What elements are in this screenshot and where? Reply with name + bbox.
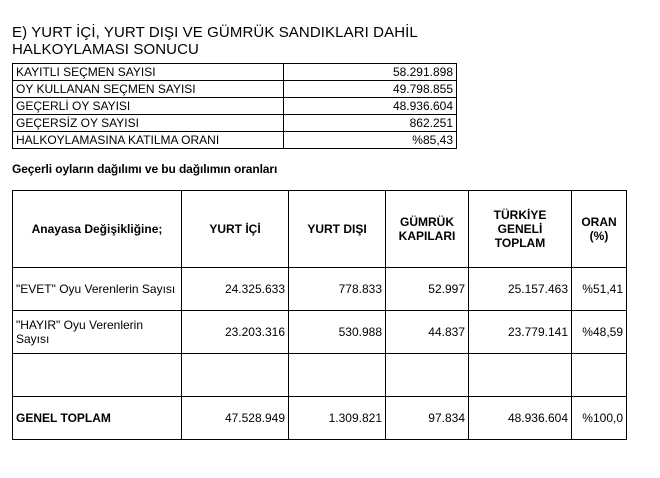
- empty-cell: [386, 354, 469, 397]
- summary-label: HALKOYLAMASINA KATILMA ORANI: [13, 132, 284, 149]
- row-label: "EVET" Oyu Verenlerin Sayısı: [13, 268, 182, 311]
- summary-value: 862.251: [284, 115, 457, 132]
- summary-label: GEÇERLİ OY SAYISI: [13, 98, 284, 115]
- cell-toplam: 25.157.463: [469, 268, 572, 311]
- total-oran: %100,0: [572, 397, 627, 440]
- summary-table: [12, 63, 457, 149]
- table-header-row: [13, 191, 627, 268]
- summary-value: 58.291.898: [284, 64, 457, 81]
- summary-row: [13, 81, 457, 98]
- header-yurt-disi-label: YURT DIŞI: [307, 222, 367, 236]
- summary-value: %85,43: [284, 132, 457, 149]
- header-gumruk-line1: GÜMRÜK: [400, 215, 454, 229]
- cell-oran: %51,41: [572, 268, 627, 311]
- header-toplam-line2: TOPLAM: [494, 236, 546, 250]
- empty-cell: [289, 354, 386, 397]
- header-toplam-line1: TÜRKİYE GENELİ: [493, 208, 547, 236]
- header-anayasa: [13, 191, 182, 268]
- total-toplam: 48.936.604: [469, 397, 572, 440]
- total-yurt-ici: 47.528.949: [182, 397, 289, 440]
- header-oran-label: ORAN (%): [581, 215, 617, 243]
- table-row-total: [13, 397, 627, 440]
- header-yurt-ici-label: YURT İÇİ: [209, 222, 261, 236]
- header-gumruk-line2: KAPILARI: [398, 229, 456, 243]
- cell-yurt-ici: 23.203.316: [182, 311, 289, 354]
- header-gumruk: [386, 191, 469, 268]
- cell-gumruk: 44.837: [386, 311, 469, 354]
- table-row-empty: [13, 354, 627, 397]
- cell-yurt-disi: 778.833: [289, 268, 386, 311]
- header-yurt-disi: [289, 191, 386, 268]
- header-toplam: [469, 191, 572, 268]
- cell-toplam: 23.779.141: [469, 311, 572, 354]
- row-label: "HAYIR" Oyu Verenlerin Sayısı: [13, 311, 182, 354]
- table-row-hayir: [13, 311, 627, 354]
- total-yurt-disi: 1.309.821: [289, 397, 386, 440]
- summary-row: [13, 64, 457, 81]
- header-oran: [572, 191, 627, 268]
- summary-row: [13, 115, 457, 132]
- summary-label: GEÇERSİZ OY SAYISI: [13, 115, 284, 132]
- cell-oran: %48,59: [572, 311, 627, 354]
- title-line-2: HALKOYLAMASI SONUCU: [12, 41, 199, 58]
- page-title: [12, 24, 418, 58]
- summary-label: OY KULLANAN SEÇMEN SAYISI: [13, 81, 284, 98]
- header-yurt-ici: [182, 191, 289, 268]
- empty-cell: [182, 354, 289, 397]
- table-row-evet: [13, 268, 627, 311]
- cell-yurt-disi: 530.988: [289, 311, 386, 354]
- summary-row: [13, 132, 457, 149]
- total-gumruk: 97.834: [386, 397, 469, 440]
- empty-cell: [469, 354, 572, 397]
- total-label: GENEL TOPLAM: [13, 397, 182, 440]
- summary-label: KAYITLI SEÇMEN SAYISI: [13, 64, 284, 81]
- empty-cell: [13, 354, 182, 397]
- cell-yurt-ici: 24.325.633: [182, 268, 289, 311]
- summary-value: 48.936.604: [284, 98, 457, 115]
- title-line-1: E) YURT İÇİ, YURT DIŞI VE GÜMRÜK SANDIKLARI DAHİL: [12, 24, 418, 41]
- results-table: [12, 190, 627, 440]
- cell-gumruk: 52.997: [386, 268, 469, 311]
- summary-value: 49.798.855: [284, 81, 457, 98]
- summary-row: [13, 98, 457, 115]
- header-anayasa-label: Anayasa Değişikliğine;: [31, 222, 163, 236]
- empty-cell: [572, 354, 627, 397]
- section-subtitle: Geçerli oyların dağılımı ve bu dağılımın oranları: [12, 162, 278, 176]
